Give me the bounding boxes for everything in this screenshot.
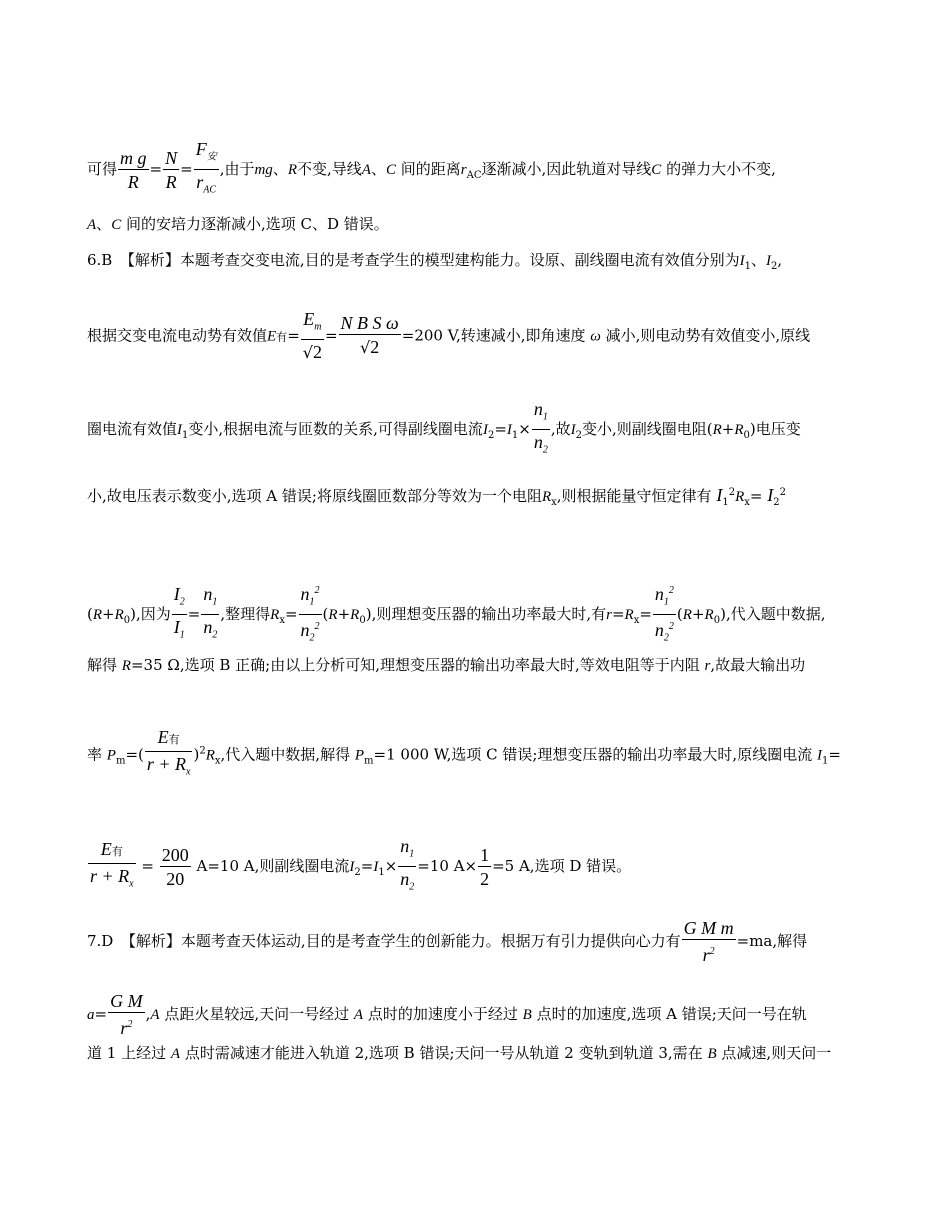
text-line-6: 小,故电压表示数变小,选项 A 错误;将原线圈匝数部分等效为一个电阻$R_x$,则根据能量守恒定律有 $I_1^2R_x= I_2^2$ [87, 485, 786, 508]
fraction-GMm-over-r2: $\frac{\text{G M m}}{r^2}$ [683, 918, 734, 965]
text-line-3: 6.B 【解析】本题考查交变电流,目的是考查学生的模型建构能力。设原、副线圈电流有效值分别为$I_1$、$I_2$, [87, 251, 783, 272]
text-line-12: a= $\frac{\text{G M}}{r^2}$ ,A 点距火星较远,天问一号经过 A 点时的加速度小于经过 B 点时的加速度,选项 A 错误;天问一号在轨 [87, 991, 807, 1038]
text-line-9: 率 $P_m=$( $\frac{\text{E有}}{r + R_x}$ )$^2R_x$,代入题中数据,解得 $P_m=1$ 000 W,选项 C 错误;理想变压器的输出功率最大时,原线圈电流 $I_1=$ [87, 726, 870, 785]
fraction-1-over-2: $\frac{1}{2}$ [480, 844, 490, 889]
text-line-10: $\frac{\text{E有}}{r + R_x}$ = $\frac{200}{20}$ A=10 A,则副线圈电流$I_2=I_1\times$ $\frac{n_1}{n_2}$ =10 A× $\frac{1}{2}$ =5 A,选项 D 错误。 [87, 835, 870, 899]
fraction-I2-over-I1: $\frac{I_2}{I_1}$ [173, 584, 185, 641]
text-line-4: 根据交变电流电动势有效值E有= $\frac{E_m}{√2}$ = $\frac{\text{N B S ω}}{√2}$ =200 V,转速减小,即角速度 ω 减小,则电动势有效值变小,原线 [87, 308, 870, 365]
text-line-7: $(R+R_0)$,因为 $\frac{I_2}{I_1}$ = $\frac{n_1}{n_2}$ ,整理得$R_x=$ $\frac{n_1^2}{n_2^2}$ $(R+R_0)$,则理想变压器的输出功率最大时,有$r=R_x=$ $\frac{n_1^2}{n_2^2}$ $(R+R_0)$,代入题中数据, [87, 580, 870, 650]
text-line-11: 7.D 【解析】本题考查天体运动,目的是考查学生的创新能力。根据万有引力提供向心力有 $\frac{\text{G M m}}{r^2}$ =ma,解得 [87, 918, 808, 965]
text-line-8: 解得 R=35 Ω,选项 B 正确;由以上分析可知,理想变压器的输出功率最大时,等效电阻等于内阻 r,故最大输出功 [87, 656, 806, 674]
fraction-N-over-R: $\frac{N}{R}$ [165, 147, 178, 192]
fraction-E-over-rRx-b: $\frac{\text{E有}}{r + R_x}$ [90, 838, 134, 890]
text-line-5: 圈电流有效值$I_1$变小,根据电流与匝数的关系,可得副线圈电流$I_2=I_1\times$ $\frac{n_1}{n_2}$ ,故$I_2$变小,则副线圈电阻$(R+R_0)$电压变 [87, 398, 870, 462]
fraction-Em-over-sqrt2: $\frac{E_m}{√2}$ [302, 309, 322, 362]
fraction-n1sq-over-n2sq-b: $\frac{n_1^2}{n_2^2}$ [653, 580, 676, 650]
fraction-GM-over-r2: $\frac{\text{G M}}{r^2}$ [110, 991, 143, 1038]
fraction-n1-over-n2-b: $\frac{n_1}{n_2}$ [203, 584, 218, 641]
fraction-E-over-rRx: $\frac{\text{E有}}{r + R_x}$ [146, 727, 191, 778]
text-line-2: A、C 间的安培力逐渐减小,选项 C、D 错误。 [87, 215, 389, 233]
fraction-n1sq-over-n2sq: $\frac{n_1^2}{n_2^2}$ [299, 580, 322, 650]
fraction-n1-over-n2-c: $\frac{n_1}{n_2}$ [400, 836, 415, 893]
text-line-13: 道 1 上经过 A 点时需减速才能进入轨道 2,选项 B 错误;天问一号从轨道 2 变轨到轨道 3,需在 B 点减速,则天问一 [87, 1044, 832, 1062]
text-line-1: 可得 $\frac{\text{m g}}{R}$ = $\frac{N}{R}$ = $\frac{F_安}{r_{AC}}$ ,由于mg、R不变,导线A、C 间的距离$r_{AC}$逐渐减小,因此轨道对导线C 的弹力大小不变, [87, 138, 870, 202]
fraction-Fan-over-rAC: $\frac{F_安}{r_{AC}}$ [195, 139, 217, 196]
fraction-mg-over-R: $\frac{\text{m g}}{R}$ [120, 147, 147, 192]
fraction-NBSw-over-sqrt2: $\frac{\text{N B S ω}}{√2}$ [340, 313, 399, 358]
fraction-n1-over-n2: $\frac{n_1}{n_2}$ [533, 399, 548, 456]
fraction-200-over-20: $\frac{200}{20}$ [161, 844, 189, 889]
